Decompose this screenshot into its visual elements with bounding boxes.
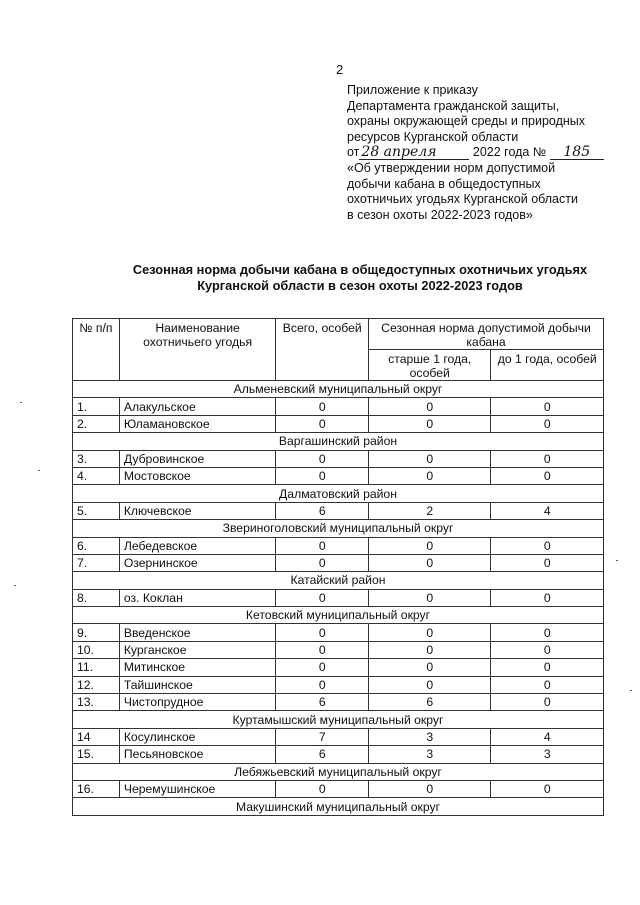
row-number: 1. (73, 398, 120, 415)
table-row (73, 780, 604, 797)
row-number: 8. (73, 589, 120, 606)
appendix-date-line (347, 145, 617, 161)
region-name: Альменевский муниципальный округ (73, 381, 604, 398)
total-count: 0 (276, 554, 369, 571)
hunting-ground-name: Дубровинское (119, 450, 276, 467)
region-name: Макушинский муниципальный округ (73, 798, 604, 815)
hunting-ground-name: Чистопрудное (119, 694, 276, 711)
younger-count: 0 (491, 676, 604, 693)
region-name: Кетовский муниципальный округ (73, 607, 604, 624)
row-number: 13. (73, 694, 120, 711)
region-row (73, 433, 604, 450)
table-row (73, 554, 604, 571)
hunting-ground-name: Ключевское (119, 502, 276, 519)
older-count: 2 (369, 502, 491, 519)
older-count: 0 (369, 780, 491, 797)
hunting-ground-name: Озернинское (119, 554, 276, 571)
region-row (73, 485, 604, 502)
hunting-ground-name: Тайшинское (119, 676, 276, 693)
row-number: 2. (73, 415, 120, 432)
table-row (73, 415, 604, 432)
older-count: 0 (369, 398, 491, 415)
hunting-ground-name: Песьяновское (119, 746, 276, 763)
total-count: 0 (276, 624, 369, 641)
row-number: 4. (73, 467, 120, 484)
header-row (73, 319, 604, 350)
scan-speck (616, 560, 618, 561)
table-row (73, 467, 604, 484)
appendix-line: охраны окружающей среды и природных (347, 114, 586, 129)
total-count: 0 (276, 450, 369, 467)
younger-count: 0 (491, 641, 604, 658)
region-name: Лебяжьевский муниципальный округ (73, 763, 604, 780)
appendix-block (347, 83, 617, 223)
header-num: № п/п (73, 319, 120, 381)
total-count: 6 (276, 746, 369, 763)
younger-count: 0 (491, 694, 604, 711)
row-number: 11. (73, 659, 120, 676)
row-number: 6. (73, 537, 120, 554)
table-row (73, 676, 604, 693)
total-count: 0 (276, 780, 369, 797)
table-row (73, 659, 604, 676)
hunting-ground-name: Черемушинское (119, 780, 276, 797)
hunting-ground-name: Юламановское (119, 415, 276, 432)
row-number: 7. (73, 554, 120, 571)
total-count: 0 (276, 398, 369, 415)
total-count: 6 (276, 694, 369, 711)
region-row (73, 763, 604, 780)
hunting-ground-name: Введенское (119, 624, 276, 641)
row-number: 3. (73, 450, 120, 467)
row-number: 9. (73, 624, 120, 641)
younger-count: 0 (491, 398, 604, 415)
table-row (73, 694, 604, 711)
header-name: Наименование охотничьего угодья (119, 319, 276, 381)
appendix-line: «Об утверждении норм допустимой (347, 160, 556, 175)
region-row (73, 520, 604, 537)
younger-count: 0 (491, 589, 604, 606)
total-count: 7 (276, 728, 369, 745)
row-number: 12. (73, 676, 120, 693)
younger-count: 4 (491, 728, 604, 745)
hunting-ground-name: Косулинское (119, 728, 276, 745)
region-name: Далматовский район (73, 485, 604, 502)
region-row (73, 607, 604, 624)
handwritten-date: 28 апреля (359, 146, 469, 160)
older-count: 0 (369, 589, 491, 606)
younger-count: 0 (491, 467, 604, 484)
older-count: 3 (369, 746, 491, 763)
appendix-line: охотничьих угодьях Курганской области (347, 192, 578, 207)
younger-count: 0 (491, 537, 604, 554)
table-row (73, 398, 604, 415)
table-row (73, 746, 604, 763)
table-row (73, 537, 604, 554)
younger-count: 0 (491, 554, 604, 571)
younger-count: 0 (491, 450, 604, 467)
total-count: 0 (276, 415, 369, 432)
older-count: 0 (369, 554, 491, 571)
table-row (73, 728, 604, 745)
total-count: 0 (276, 467, 369, 484)
scan-speck (20, 402, 22, 403)
region-name: Звериноголовский муниципальный округ (73, 520, 604, 537)
total-count: 6 (276, 502, 369, 519)
from-prefix: от (347, 145, 360, 160)
appendix-line: ресурсов Курганской области (347, 129, 519, 144)
row-number: 14 (73, 728, 120, 745)
scan-speck (14, 585, 16, 586)
older-count: 0 (369, 641, 491, 658)
younger-count: 0 (491, 624, 604, 641)
younger-count: 4 (491, 502, 604, 519)
title-line: Сезонная норма добычи кабана в общедоступных охотничьих угодьях (132, 262, 588, 277)
row-number: 16. (73, 780, 120, 797)
table-body (73, 381, 604, 816)
handwritten-order-number: 185 (550, 146, 604, 160)
scan-speck (630, 690, 632, 691)
region-name: Варгашинский район (73, 433, 604, 450)
hunting-ground-name: Лебедевское (119, 537, 276, 554)
year-text: 2022 года № (472, 145, 547, 160)
older-count: 0 (369, 676, 491, 693)
row-number: 15. (73, 746, 120, 763)
hunting-ground-name: Алакульское (119, 398, 276, 415)
older-count: 3 (369, 728, 491, 745)
hunting-ground-name: оз. Коклан (119, 589, 276, 606)
older-count: 0 (369, 415, 491, 432)
region-row (73, 572, 604, 589)
older-count: 0 (369, 450, 491, 467)
scan-speck (38, 470, 40, 471)
hunting-ground-name: Митинское (119, 659, 276, 676)
older-count: 0 (369, 537, 491, 554)
header-younger: до 1 года, особей (491, 350, 604, 381)
total-count: 0 (276, 537, 369, 554)
older-count: 0 (369, 659, 491, 676)
row-number: 5. (73, 502, 120, 519)
younger-count: 0 (491, 659, 604, 676)
table-row (73, 589, 604, 606)
older-count: 6 (369, 694, 491, 711)
header-seasonal: Сезонная норма допустимой добычи кабана (369, 319, 604, 350)
row-number: 10. (73, 641, 120, 658)
younger-count: 0 (491, 780, 604, 797)
title-line: Курганской области в сезон охоты 2022-2023 годов (197, 278, 523, 293)
region-name: Куртамышский муниципальный округ (73, 711, 604, 728)
region-name: Катайский район (73, 572, 604, 589)
appendix-line: добычи кабана в общедоступных (347, 176, 541, 191)
table-row (73, 502, 604, 519)
appendix-line: Приложение к приказу (347, 83, 478, 97)
document-title (100, 262, 620, 294)
appendix-line: в сезон охоты 2022-2023 годов» (347, 207, 533, 222)
region-row (73, 381, 604, 398)
total-count: 0 (276, 589, 369, 606)
page-number: 2 (336, 62, 344, 77)
region-row (73, 798, 604, 815)
table-row (73, 624, 604, 641)
appendix-line: Департамента гражданской защиты, (347, 98, 560, 113)
region-row (73, 711, 604, 728)
hunting-ground-name: Мостовское (119, 467, 276, 484)
total-count: 0 (276, 641, 369, 658)
quota-table (72, 318, 604, 816)
younger-count: 3 (491, 746, 604, 763)
younger-count: 0 (491, 415, 604, 432)
hunting-ground-name: Курганское (119, 641, 276, 658)
header-total: Всего, особей (276, 319, 369, 381)
older-count: 0 (369, 467, 491, 484)
total-count: 0 (276, 676, 369, 693)
table-row (73, 450, 604, 467)
header-older: старше 1 года, особей (369, 350, 491, 381)
total-count: 0 (276, 659, 369, 676)
older-count: 0 (369, 624, 491, 641)
table-row (73, 641, 604, 658)
